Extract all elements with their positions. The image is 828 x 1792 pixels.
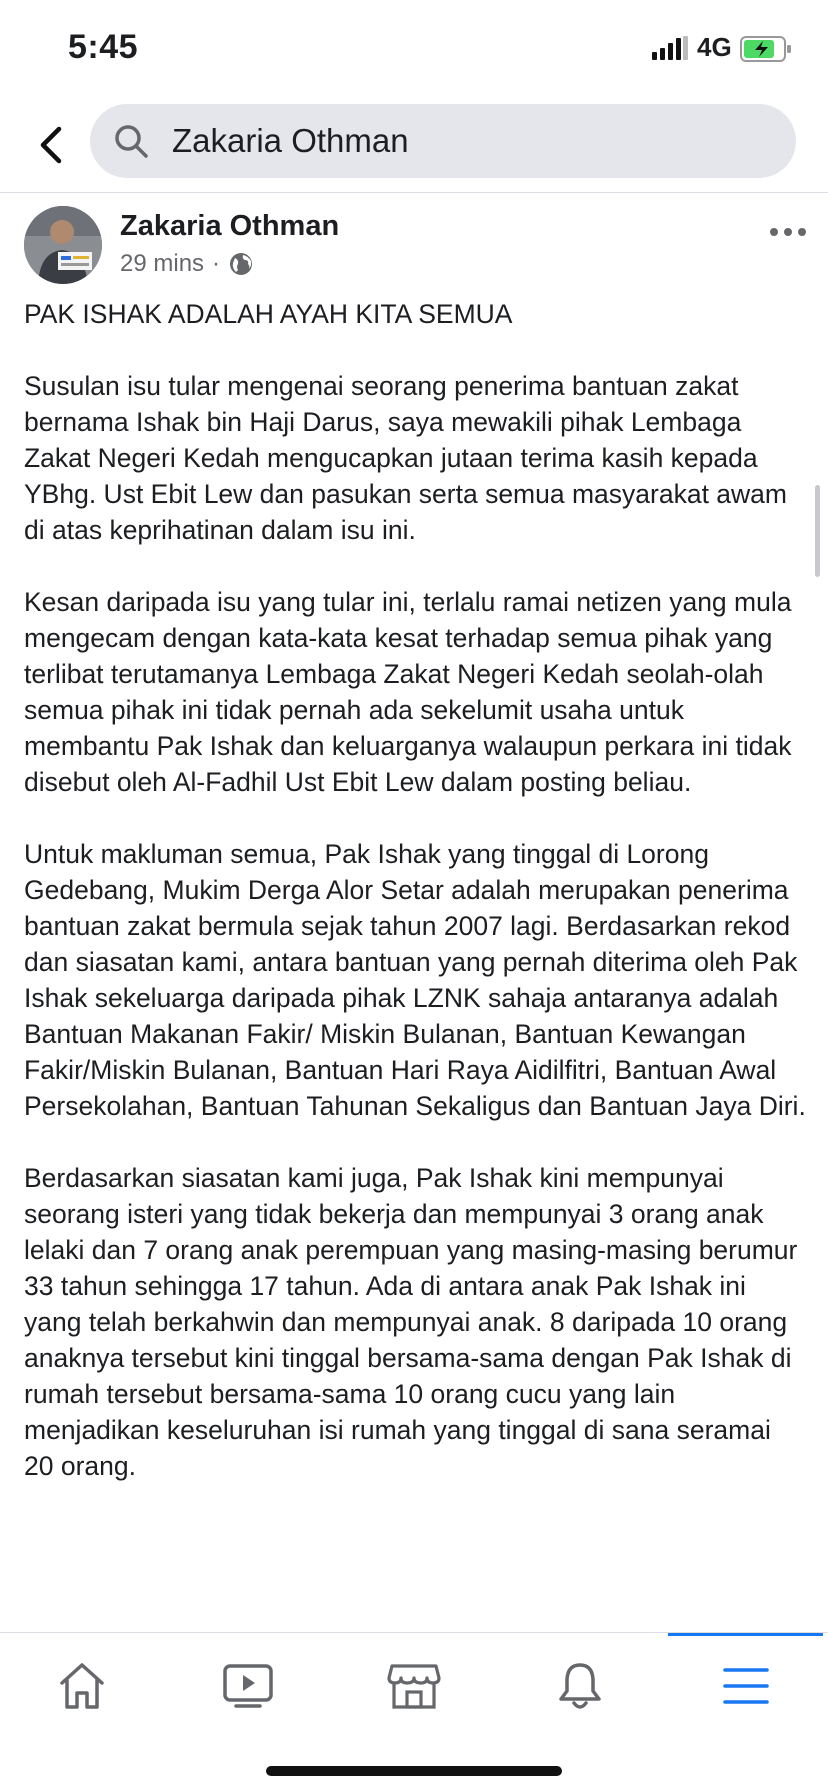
search-row xyxy=(0,96,828,193)
post-body xyxy=(24,296,806,1520)
avatar[interactable] xyxy=(24,206,102,284)
video-icon xyxy=(222,1663,274,1709)
nav-home[interactable] xyxy=(46,1653,118,1719)
search-icon xyxy=(112,122,150,160)
notifications-icon xyxy=(556,1661,604,1711)
post-paragraph: Berdasarkan siasatan kami juga, Pak Ishak kini mempunyai seorang isteri yang tidak bekerja dan mempunyai 3 orang anak lelaki dan 7 orang anak perempuan yang masing-masing berumur 33 tahun sehingga 17 tahun. Ada di antara anak Pak Ishak ini yang telah berkahwin dan mempunyai anak. 8 daripada 10 orang anaknya tersebut kini tinggal bersama-sama dengan Pak Ishak di rumah tersebut bersama-sama 10 orang cucu yang lain menjadikan keseluruhan isi rumah yang tinggal di sana seramai 20 orang. xyxy=(24,1163,798,1481)
more-options-icon[interactable] xyxy=(768,220,808,244)
post-title: PAK ISHAK ADALAH AYAH KITA SEMUA xyxy=(24,299,513,329)
home-icon xyxy=(56,1661,108,1711)
post-meta xyxy=(120,250,254,278)
post-paragraph: Susulan isu tular mengenai seorang penerima bantuan zakat bernama Ishak bin Haji Darus, saya mewakili pihak Lembaga Zakat Negeri Kedah mengucapkan jutaan terima kasih kepada YBhg. Ust Ebit Lew dan pasukan serta semua masyarakat awam di atas keprihatinan dalam isu ini. xyxy=(24,371,787,545)
post-time[interactable]: 29 mins xyxy=(120,250,205,277)
active-tab-indicator xyxy=(668,1633,823,1636)
avatar-image xyxy=(24,206,102,284)
nav-menu[interactable] xyxy=(710,1653,782,1719)
bottom-nav xyxy=(0,1632,828,1745)
search-input[interactable] xyxy=(90,104,796,178)
status-bar xyxy=(0,0,828,96)
search-query: Zakaria Othman xyxy=(172,122,409,159)
status-time: 5:45 xyxy=(68,28,139,66)
nav-notifications[interactable] xyxy=(544,1653,616,1719)
chevron-left-icon xyxy=(37,125,63,165)
post-header xyxy=(0,200,828,300)
back-button[interactable] xyxy=(28,118,72,172)
marketplace-icon xyxy=(387,1662,441,1710)
post-paragraph: Untuk makluman semua, Pak Ishak yang tinggal di Lorong Gedebang, Mukim Derga Alor Setar adalah merupakan penerima bantuan zakat bermula sejak tahun 2007 lagi. Berdasarkan rekod dan siasatan kami, antara bantuan yang pernah diterima oleh Pak Ishak sekeluarga daripada pihak LZNK sahaja antaranya adalah Bantuan Makanan Fakir/ Miskin Bulanan, Bantuan Kewangan Fakir/Miskin Bulanan, Bantuan Hari Raya Aidilfitri, Bantuan Awal Persekolahan, Bantuan Tahunan Sekaligus dan Bantuan Jaya Diri. xyxy=(24,839,806,1121)
meta-separator: · xyxy=(212,250,221,277)
home-indicator xyxy=(266,1766,562,1776)
post-author[interactable]: Zakaria Othman xyxy=(120,210,340,242)
menu-icon xyxy=(722,1666,770,1706)
post-paragraph: Kesan daripada isu yang tular ini, terlalu ramai netizen yang mula mengecam dengan kata-kata kesat terhadap semua pihak yang terlibat terutamanya Lembaga Zakat Negeri Kedah seolah-olah semua pihak ini tidak pernah ada sekelumit usaha untuk membantu Pak Ishak dan keluarganya walaupun perkara ini tidak disebut oleh Al-Fadhil Ust Ebit Lew dalam posting beliau. xyxy=(24,587,792,797)
signal-icon xyxy=(652,36,688,60)
scrollbar[interactable] xyxy=(815,485,820,577)
nav-watch[interactable] xyxy=(212,1653,284,1719)
nav-marketplace[interactable] xyxy=(378,1653,450,1719)
globe-icon xyxy=(228,251,254,277)
network-type: 4G xyxy=(697,32,732,62)
battery-icon xyxy=(740,36,792,62)
